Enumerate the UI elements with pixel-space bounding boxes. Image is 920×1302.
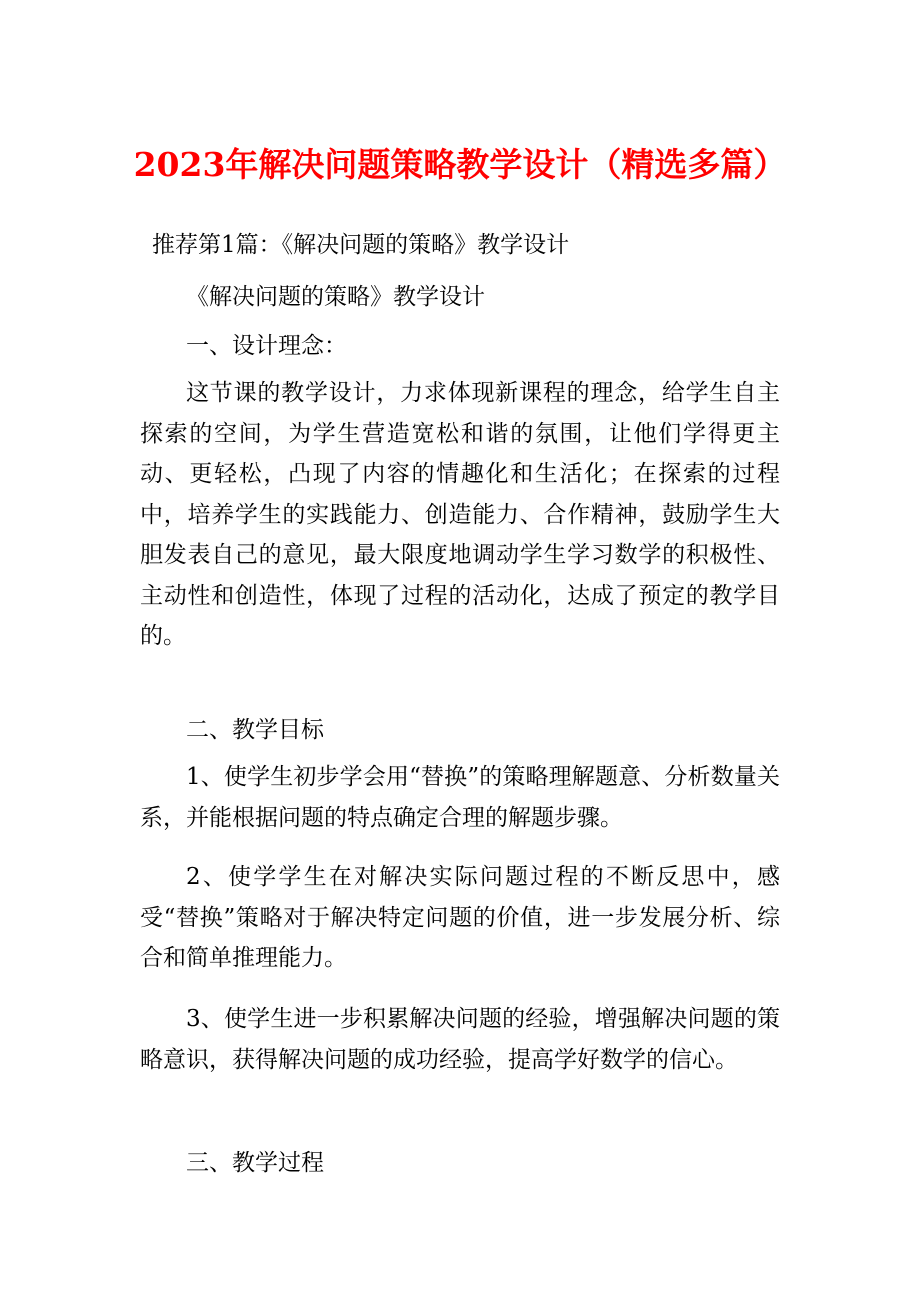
section-heading-teaching-goals: 二、教学目标 xyxy=(186,717,324,743)
subtitle: 《解决问题的策略》教学设计 xyxy=(186,284,485,310)
section-heading-teaching-process: 三、教学过程 xyxy=(186,1150,324,1176)
teaching-goal-1: 1、使学生初步学会用“替换”的策略理解题意、分析数量关系，并能根据问题的特点确定合理的解题步骤。 xyxy=(140,764,780,831)
section-heading-design-concept: 一、设计理念： xyxy=(186,333,347,359)
teaching-goal-3: 3、使学生进一步积累解决问题的经验，增强解决问题的策略意识，获得解决问题的成功经验，提高学好数学的信心。 xyxy=(140,1006,780,1073)
design-concept-paragraph: 这节课的教学设计，力求体现新课程的理念，给学生自主探索的空间，为学生营造宽松和谐的氛围，让他们学得更主动、更轻松，凸现了内容的情趣化和生活化；在探索的过程中，培养学生的实践能力、创造能力、合作精神，鼓励学生大胆发表自己的意见，最大限度地调动学生学习数学的积极性、主动性和创造性，体现了过程的活动化，达成了预定的教学目的。 xyxy=(140,380,780,649)
teaching-goal-2: 2、使学学生在对解决实际问题过程的不断反思中，感受“替换”策略对于解决特定问题的价值，进一步发展分析、综合和简单推理能力。 xyxy=(140,864,780,971)
recommend-line: 推荐第1篇：《解决问题的策略》教学设计 xyxy=(152,232,570,258)
document-title: 2023年解决问题策略教学设计（精选多篇） xyxy=(133,145,787,184)
